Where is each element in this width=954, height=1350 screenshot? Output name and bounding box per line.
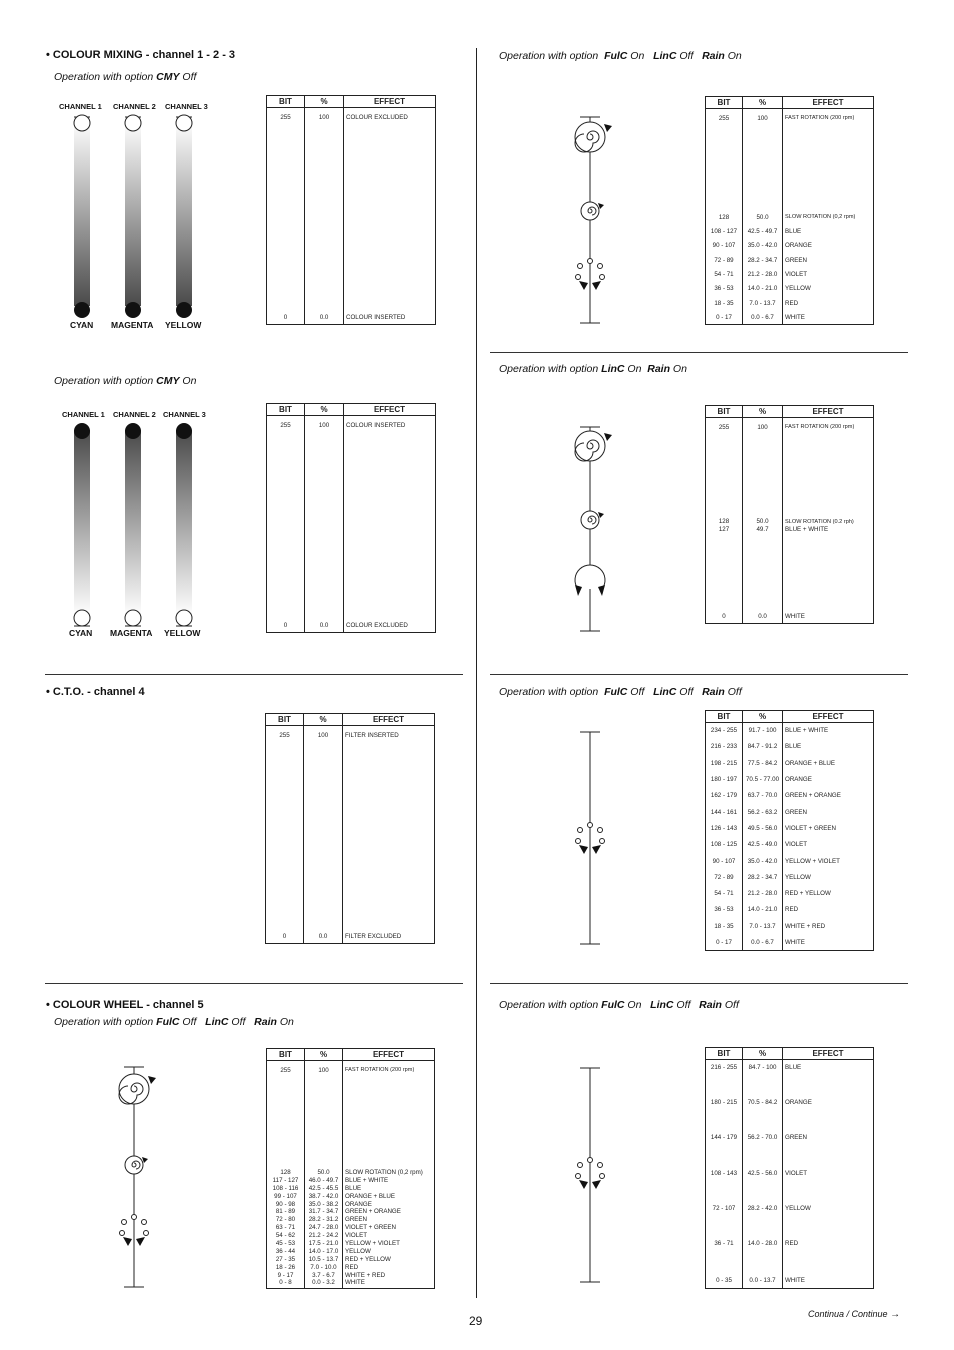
yellow-label: YELLOW [165,320,202,330]
operation-cmy-off: Operation with option CMY Off [54,71,197,83]
table-colour-wheel: BIT % EFFECT 255 100 FAST ROTATION (200 rpm) 128 50.0 SLOW ROTATION (0,2 rpm) 117 - 127 46.0 - 49.7 BLUE + WHITE 108 - 116 42.5 - 45.5 BLUE 99 - 107 38.7 - 42.0 ORANGE + BLUE 90 - 98 35.0 - 38.2 ORANGE 81 - 89 31.7 - 34.7 GREEN + ORANGE 72 - 80 28.2 - 31.2 GREEN 63 - 71 24.7 - 28.0 VIOLET + GREEN 54 - 62 21.2 - 24.2 VIOLET 45 - 53 17.5 - 21.0 YELLOW + VIOLET 36 - 44 14.0 - 17.0 YELLOW 27 - 35 10.5 - 13.7 RED + YELLOW 18 - 26 7.0 - 10.0 RED 9 - 17 3.7 - 6.7 WHITE + RED 0 - 8 0.0 - 3.2 WHITE [266,1048,435,1289]
magenta-label: MAGENTA [111,320,154,330]
operation-linc-on-rain-on: Operation with option LinC On Rain On [499,363,687,375]
arrow-right-icon: → [890,1309,901,1320]
table-linc-on-rain-on: BIT % EFFECT 255 100 FAST ROTATION (200 rpm) 128 50.0 SLOW ROTATION (0.2 rph) 127 49.7 BLUE + WHITE 0 0.0 WHITE [705,405,874,624]
table-fulc-off-linc-off-rain-off: BIT % EFFECT 234 - 255 91.7 - 100 BLUE + WHITE 216 - 233 84.7 - 91.2 BLUE 198 - 215 77.5 - 84.2 ORANGE + BLUE 180 - 197 70.5 - 77.00 ORANGE 162 - 179 63.7 - 70.0 GREEN + ORANGE 144 - 161 56.2 - 63.2 GREEN 126 - 143 49.5 - 56.0 VIOLET + GREEN 108 - 125 42.5 - 49.0 VIOLET 90 - 107 35.0 - 42.0 YELLOW + VIOLET 72 - 89 28.2 - 34.7 YELLOW 54 - 71 21.2 - 28.0 RED + YELLOW 36 - 53 14.0 - 21.0 RED 18 - 35 7.0 - 13.7 WHITE + RED 0 - 17 0.0 - 6.7 WHITE [705,710,874,951]
static-wheel-diagram [566,728,616,950]
operation-fulc-off-linc-off-rain-on: Operation with option FulC Off LinC Off Rain On [54,1016,294,1028]
channel-1-label: CHANNEL 1 [62,410,105,419]
column-divider [476,48,477,1298]
operation-fulc-on-linc-off-rain-on: Operation with option FulC On LinC Off Rain On [499,50,742,62]
section-divider [45,983,463,984]
cmy-on-gradient-bars [60,420,210,630]
static-wheel-diagram [566,1064,616,1286]
operation-fulc-on-linc-off-rain-off: Operation with option FulC On LinC Off Rain Off [499,999,739,1011]
section-divider [45,674,463,675]
continue-label: Continua / Continue → [808,1309,901,1320]
section-heading-colour-mixing: • COLOUR MIXING - channel 1 - 2 - 3 [46,49,236,61]
section-heading-colour-wheel: • COLOUR WHEEL - channel 5 [46,999,204,1011]
rotation-diagram [566,115,616,327]
section-divider [490,352,908,353]
section-divider [490,983,908,984]
channel-3-label: CHANNEL 3 [165,102,208,111]
table-cmy-on: BIT % EFFECT 255 100 COLOUR INSERTED 0 0.0 COLOUR EXCLUDED [266,403,436,633]
table-fulc-on-linc-off-rain-on: BIT % EFFECT 255 100 FAST ROTATION (200 rpm) 128 50.0 SLOW ROTATION (0,2 rpm) 108 - 127 42.5 - 49.7 BLUE 90 - 107 35.0 - 42.0 ORANGE 72 - 89 28.2 - 34.7 GREEN 54 - 71 21.2 - 28.0 VIOLET 36 - 53 14.0 - 21.0 YELLOW 18 - 35 7.0 - 13.7 RED 0 - 17 0.0 - 6.7 WHITE [705,96,874,325]
channel-1-label: CHANNEL 1 [59,102,102,111]
yellow-label: YELLOW [164,628,201,638]
operation-fulc-off-linc-off-rain-off: Operation with option FulC Off LinC Off Rain Off [499,686,742,698]
page-number: 29 [469,1314,483,1328]
channel-2-label: CHANNEL 2 [113,410,156,419]
rotation-diagram [110,1065,160,1295]
cyan-label: CYAN [70,320,94,330]
channel-3-label: CHANNEL 3 [163,410,206,419]
rotation-diagram [566,425,616,635]
cyan-label: CYAN [69,628,93,638]
magenta-label: MAGENTA [110,628,153,638]
table-cto: BIT % EFFECT 255 100 FILTER INSERTED 0 0.0 FILTER EXCLUDED [265,713,435,944]
channel-2-label: CHANNEL 2 [113,102,156,111]
section-divider [490,674,908,675]
cmy-off-gradient-bars [60,112,210,322]
operation-cmy-on: Operation with option CMY On [54,375,197,387]
section-heading-cto: • C.T.O. - channel 4 [46,686,145,698]
table-fulc-on-linc-off-rain-off: BIT % EFFECT 216 - 255 84.7 - 100 BLUE 180 - 215 70.5 - 84.2 ORANGE 144 - 179 56.2 - 70.0 GREEN 108 - 143 42.5 - 56.0 VIOLET 72 - 107 28.2 - 42.0 YELLOW 36 - 71 14.0 - 28.0 RED 0 - 35 0.0 - 13.7 WHITE [705,1047,874,1289]
table-cmy-off: BIT % EFFECT 255 100 COLOUR EXCLUDED 0 0.0 COLOUR INSERTED [266,95,436,325]
